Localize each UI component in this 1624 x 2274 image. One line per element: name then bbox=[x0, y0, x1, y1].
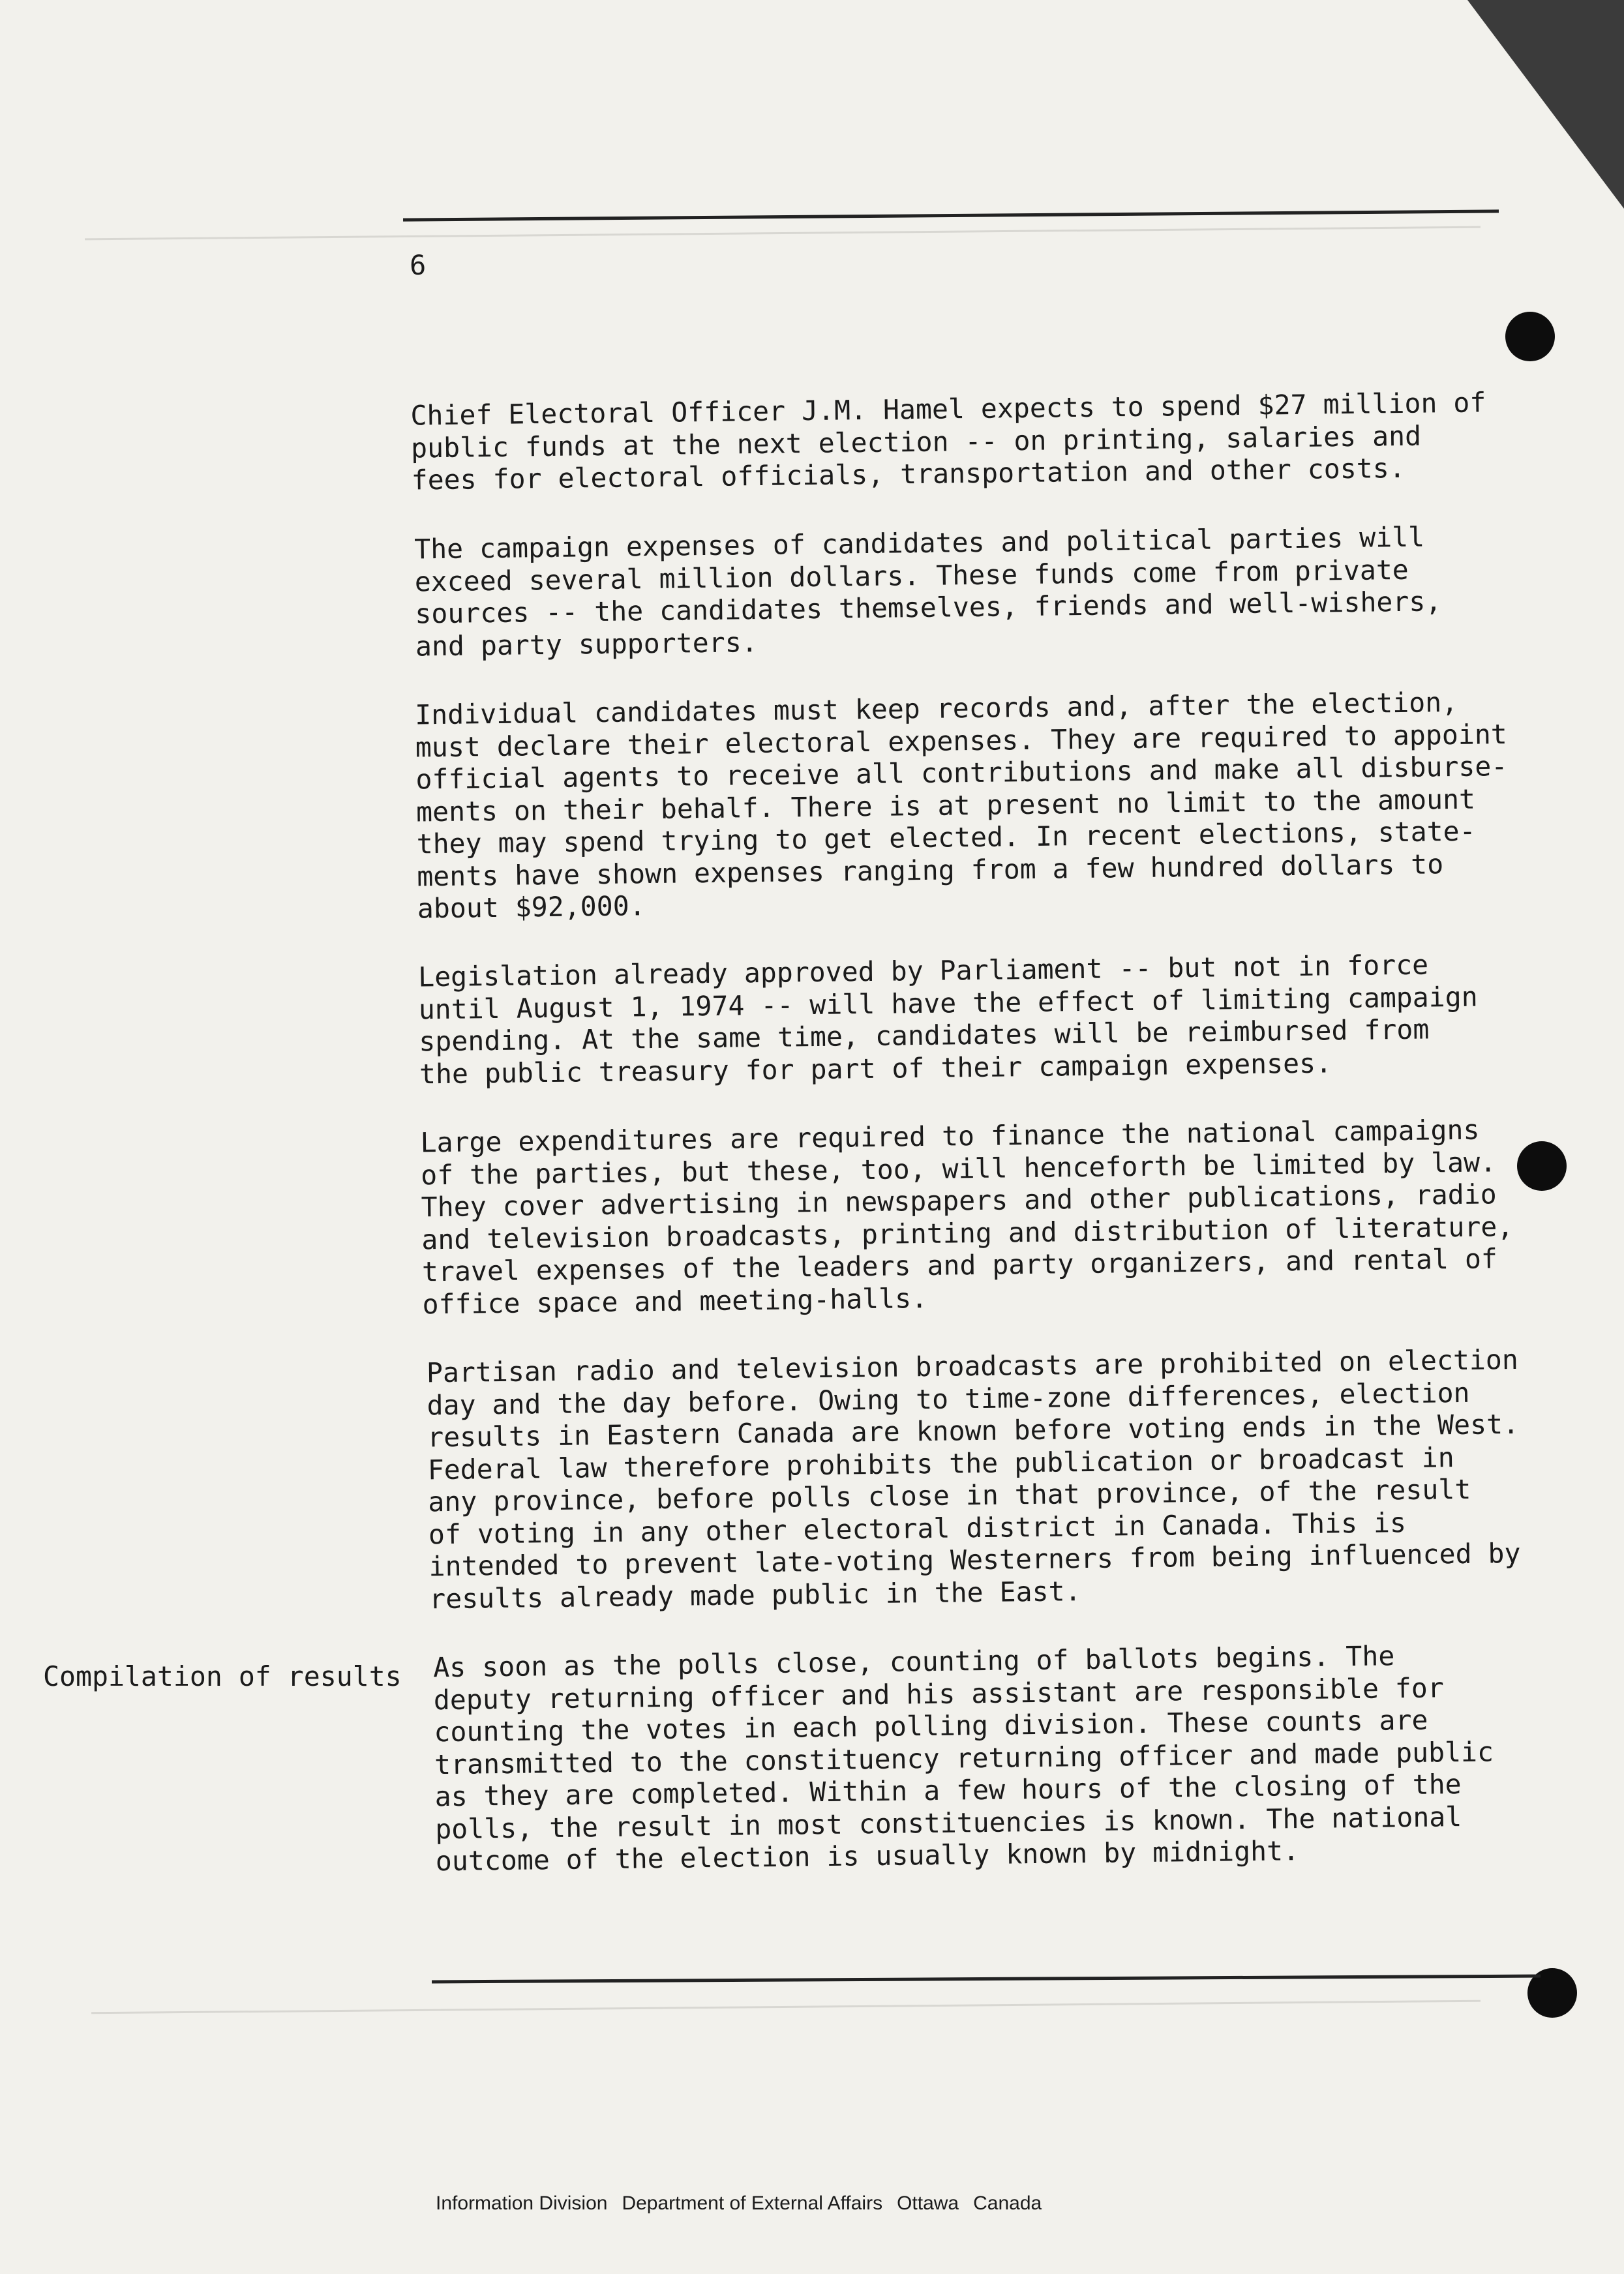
bottom-rule bbox=[432, 1975, 1541, 1984]
paragraph-candidate-records: Individual candidates must keep records and, after the election, must declare their electoral expenses. They are required to appoint official agents to receive all contributions and make all disburse- ments on their behalf. There is at present no limit to the amount they may spend trying to get elected. In recent elections, state- ments have shown expenses ranging from a few hundred dollars to about $92,000. bbox=[414, 685, 1508, 924]
margin-note-compilation: Compilation of results bbox=[43, 1660, 402, 1692]
bleedthrough-rule-bottom bbox=[91, 2000, 1481, 2014]
paragraph-party-campaigns: Large expenditures are required to finance the national campaigns of the parties, but these, too, will henceforth be limited by law. They cover advertising in newspapers and other publications, radio and television broadcasts, printing and distribution of literature, travel expenses of the leaders and party organizers, and rental of office space and meeting-halls. bbox=[420, 1113, 1514, 1320]
footer-city: Ottawa bbox=[897, 2192, 959, 2214]
paragraph-campaign-expenses: The campaign expenses of candidates and political parties will exceed several million dollars. These funds come from private sources -- the candidates themselves, friends and well-wishers, and party supporters. bbox=[414, 520, 1442, 662]
torn-corner bbox=[1467, 0, 1624, 209]
bleedthrough-rule-top bbox=[85, 226, 1481, 241]
top-rule bbox=[403, 209, 1499, 221]
footer-country: Canada bbox=[973, 2192, 1042, 2214]
footer-department: Department of External Affairs bbox=[622, 2192, 883, 2214]
paragraph-broadcast-ban: Partisan radio and television broadcasts are prohibited on election day and the day before. Owing to time-zone differences, election results in Eastern Canada are known before voting ends in the West. Federal law therefore prohibits the publication or broadcast in any province, before polls close in that province, of the result of voting in any other electoral district in Canada. This is intended to prevent late-voting Westerners from being influenced by results already made public in the East. bbox=[426, 1343, 1521, 1615]
punch-hole-top bbox=[1505, 312, 1555, 361]
footer-division: Information Division bbox=[436, 2192, 608, 2214]
paragraph-electoral-costs: Chief Electoral Officer J.M. Hamel expects to spend $27 million of public funds at the next election -- on printing, salaries and fees for electoral officials, transportation and other costs. bbox=[410, 386, 1486, 496]
footer bbox=[436, 2192, 1056, 2215]
paragraph-counting: As soon as the polls close, counting of ballots begins. The deputy returning officer and his assistant are responsible for counting the votes in each polling division. These counts are transmitted to the constituency returning officer and made public as they are completed. Within a few hours of the closing of the polls, the result in most constituencies is known. The national outcome of the election is usually known by midnight. bbox=[432, 1639, 1494, 1878]
page-number: 6 bbox=[410, 249, 427, 281]
paragraph-legislation: Legislation already approved by Parliament -- but not in force until August 1, 1974 -- will have the effect of limiting campaign spending. At the same time, candidates will be reimbursed from the public treasury for part of their campaign expenses. bbox=[417, 948, 1478, 1090]
body-text bbox=[410, 386, 1533, 1907]
